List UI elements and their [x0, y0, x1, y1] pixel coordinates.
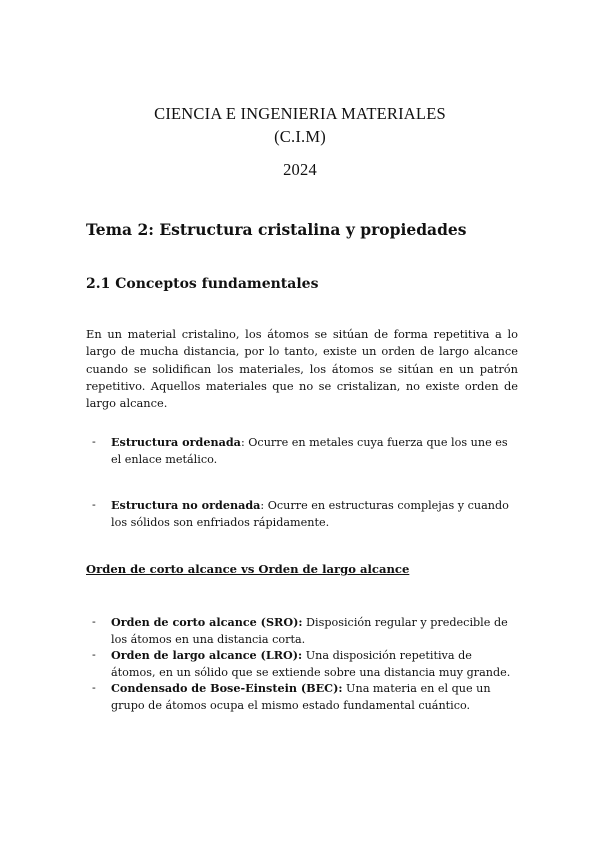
document-header-title: CIENCIA E INGENIERIA MATERIALES	[154, 104, 446, 123]
bullet-term: Orden de corto alcance (SRO):	[111, 615, 303, 629]
bullet-term: Estructura no ordenada	[111, 498, 261, 512]
bullet-marker: -	[92, 681, 96, 694]
bullet-marker: -	[92, 648, 96, 661]
subsection-title: Orden de corto alcance vs Orden de largo alcance	[86, 562, 410, 576]
bullet-marker: -	[92, 498, 96, 511]
document-header-abbreviation: (C.I.M)	[274, 127, 326, 146]
bullet-marker: -	[92, 615, 96, 628]
bullet-long-range-order	[111, 647, 518, 682]
bullet-ordered-structure	[111, 434, 518, 469]
bullet-short-range-order	[111, 614, 518, 649]
bullet-text: : Ocurre en estructuras complejas y cuando los sólidos son enfriados rápidamente.	[111, 499, 509, 530]
section-title: 2.1 Conceptos fundamentales	[86, 276, 319, 292]
bullet-text: Una materia en el que un grupo de átomos ocupa el mismo estado fundamental cuántico.	[111, 682, 491, 713]
bullet-unordered-structure	[111, 497, 518, 532]
bullet-text: Una disposición repetitiva de átomos, en un sólido que se extiende sobre una distancia muy grande.	[111, 649, 511, 680]
topic-title: Tema 2: Estructura cristalina y propiedades	[86, 220, 467, 239]
bullet-term: Condensado de Bose-Einstein (BEC):	[111, 681, 343, 695]
bullet-term: Orden de largo alcance (LRO):	[111, 648, 303, 662]
bullet-term: Estructura ordenada	[111, 435, 241, 449]
bullet-text: : Ocurre en metales cuya fuerza que los une es el enlace metálico.	[111, 436, 508, 467]
bullet-marker: -	[92, 435, 96, 448]
intro-paragraph: En un material cristalino, los átomos se sitúan de forma repetitiva a lo largo de mucha distancia, por lo tanto, existe un orden de largo alcance cuando se solidifican los materiales, los átomos se sitúan en un patrón repetitivo. Aquellos materiales que no se cristalizan, no existe orden de largo alcance.	[86, 327, 518, 411]
bullet-bose-einstein-condensate	[111, 680, 518, 715]
bullet-text: Disposición regular y predecible de los átomos en una distancia corta.	[111, 616, 508, 647]
document-header-year: 2024	[283, 160, 317, 179]
